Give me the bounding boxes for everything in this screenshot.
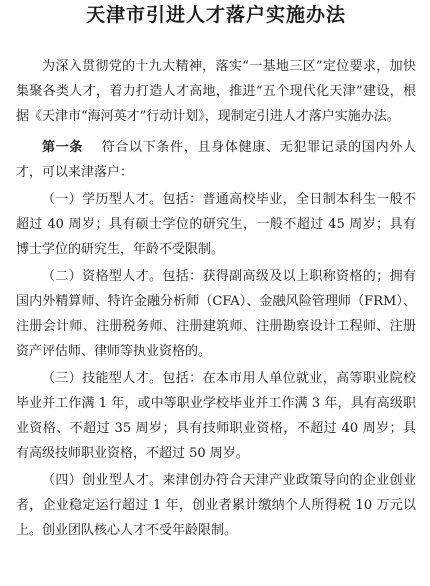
article-1-heading: 第一条	[42, 140, 84, 155]
item-qualification-talent: （二）资格型人才。包括：获得副高级及以上职称资格的；拥有国内外精算师、特许金融分析师（CFA）、金融风险管理师（FRM）、注册会计师、注册税务师、注册建筑师、注册勘察设计工程师、注册资产评估师、律师等执业资格的。	[16, 269, 416, 359]
document-title: 天津市引进人才落户实施办法	[85, 4, 346, 26]
intro-paragraph: 为深入贯彻党的十九大精神，落实“一基地三区”定位要求，加快集聚各类人才，着力打造人才高地，推进“五个现代化天津”建设，根据《天津市“海河英才”行动计划》，现制定引进人才落户实施办法。	[16, 59, 416, 124]
article-1-paragraph	[16, 135, 416, 185]
item-skilled-talent: （三）技能型人才。包括：在本市用人单位就业，高等职业院校毕业并工作满 1 年，或中等职业学校毕业并工作满 3 年，具有高级职业资格、不超过 35 周岁；具有技师职业资格，不超过 40 周岁；具有高级技师职业资格，不超过 50 周岁。	[16, 371, 416, 461]
article-1-text	[88, 140, 101, 155]
item-academic-talent: （一）学历型人才。包括：普通高校毕业，全日制本科生一般不超过 40 周岁；具有硕士学位的研究生，一般不超过 45 周岁；具有博士学位的研究生，年龄不受限制。	[16, 192, 416, 257]
article-1-body: 符合以下条件，且身体健康、无犯罪记录的国内外人才，可以来津落户：	[16, 140, 416, 180]
item-entrepreneur-talent: （四）创业型人才。来津创办符合天津产业政策导向的企业创业者，企业稳定运行超过 1 年，创业者累计缴纳个人所得税 10 万元以上。创业团队核心人才不受年龄限制。	[16, 473, 416, 538]
